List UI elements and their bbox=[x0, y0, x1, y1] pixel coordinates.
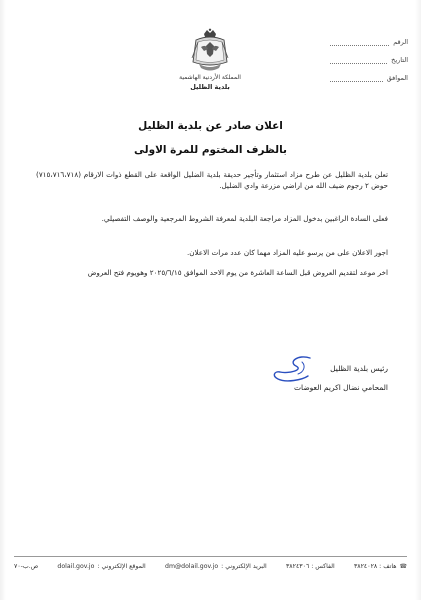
ref-number-row bbox=[330, 28, 408, 46]
announcement-title: اعلان صادر عن بلدية الظليل bbox=[138, 120, 283, 132]
phone-icon: ☎ bbox=[399, 562, 407, 570]
body-paragraph-1: تعلن بلدية الظليل عن طرح مزاد استثمار وتأجير حديقة بلدية الضليل الواقعة على القطع ذوات الارقام (٧١٥،٧١٦،٧١٨) حوض ٢ رجوم ضيف الله من اراضي مزرعة وادي الضليل. bbox=[36, 170, 388, 190]
footer-email-value[interactable]: dm@dolail.gov.jo bbox=[165, 562, 219, 570]
signatory-title: رئيس بلدية الظليل bbox=[330, 364, 388, 373]
footer-po-box bbox=[14, 563, 38, 570]
footer-fax-text: الفاكس : ٣٨٢٤٣٠٦ bbox=[285, 562, 335, 570]
ref-date-label: التاريخ bbox=[391, 56, 408, 64]
footer-email-label: البريد الإلكتروني : bbox=[221, 562, 267, 570]
footer-po-box-text: ص.ب-٧٠ bbox=[14, 562, 39, 570]
ref-hijri-label: الموافق bbox=[386, 74, 408, 82]
scan-shadow-left bbox=[0, 0, 6, 600]
footer-contact-bar bbox=[14, 560, 407, 572]
reference-fields bbox=[330, 28, 408, 82]
footer-fax bbox=[286, 563, 335, 570]
ref-hijri-line bbox=[330, 73, 383, 82]
footer-divider bbox=[14, 556, 407, 557]
footer-website-value[interactable]: dolail.gov.jo bbox=[57, 562, 95, 570]
announcement-subtitle: بالظرف المختوم للمرة الاولى bbox=[134, 144, 287, 156]
footer-phone-text: هاتف : ٣٨٢٤٠٢٨ bbox=[353, 562, 397, 570]
ref-date-line bbox=[330, 55, 387, 64]
footer-phone bbox=[354, 563, 407, 570]
municipality-caption: بلدية الظليل bbox=[190, 83, 230, 91]
ref-hijri-row bbox=[330, 64, 408, 82]
footer-website bbox=[57, 563, 145, 570]
ref-number-line bbox=[330, 37, 389, 46]
ref-number-label: الرقم bbox=[393, 38, 408, 46]
kingdom-caption: المملكة الأردنية الهاشمية bbox=[179, 74, 241, 81]
body-paragraph-2: فعلى السادة الراغبين بدخول المزاد مراجعة البلدية لمعرفة الشروط المرجعية والوصف التفصيلي. bbox=[101, 214, 388, 223]
footer-email bbox=[165, 563, 267, 570]
coat-of-arms-icon bbox=[186, 28, 234, 74]
footer-website-label: الموقع الإلكتروني : bbox=[97, 562, 146, 570]
body-paragraph-3: اجور الاعلان على من يرسو عليه المزاد مهما كان عدد مرات الاعلان. bbox=[186, 248, 388, 257]
signatory-name: المحامي نضال اكريم العوضات bbox=[293, 383, 388, 392]
scan-shadow-right bbox=[415, 0, 421, 600]
ref-date-row bbox=[330, 46, 408, 64]
body-paragraph-4: اخر موعد لتقديم العروض قبل الساعة العاشرة من يوم الاحد الموافق ٢٠٢٥/٦/١٥ وهويوم فتح العروض bbox=[87, 268, 388, 277]
